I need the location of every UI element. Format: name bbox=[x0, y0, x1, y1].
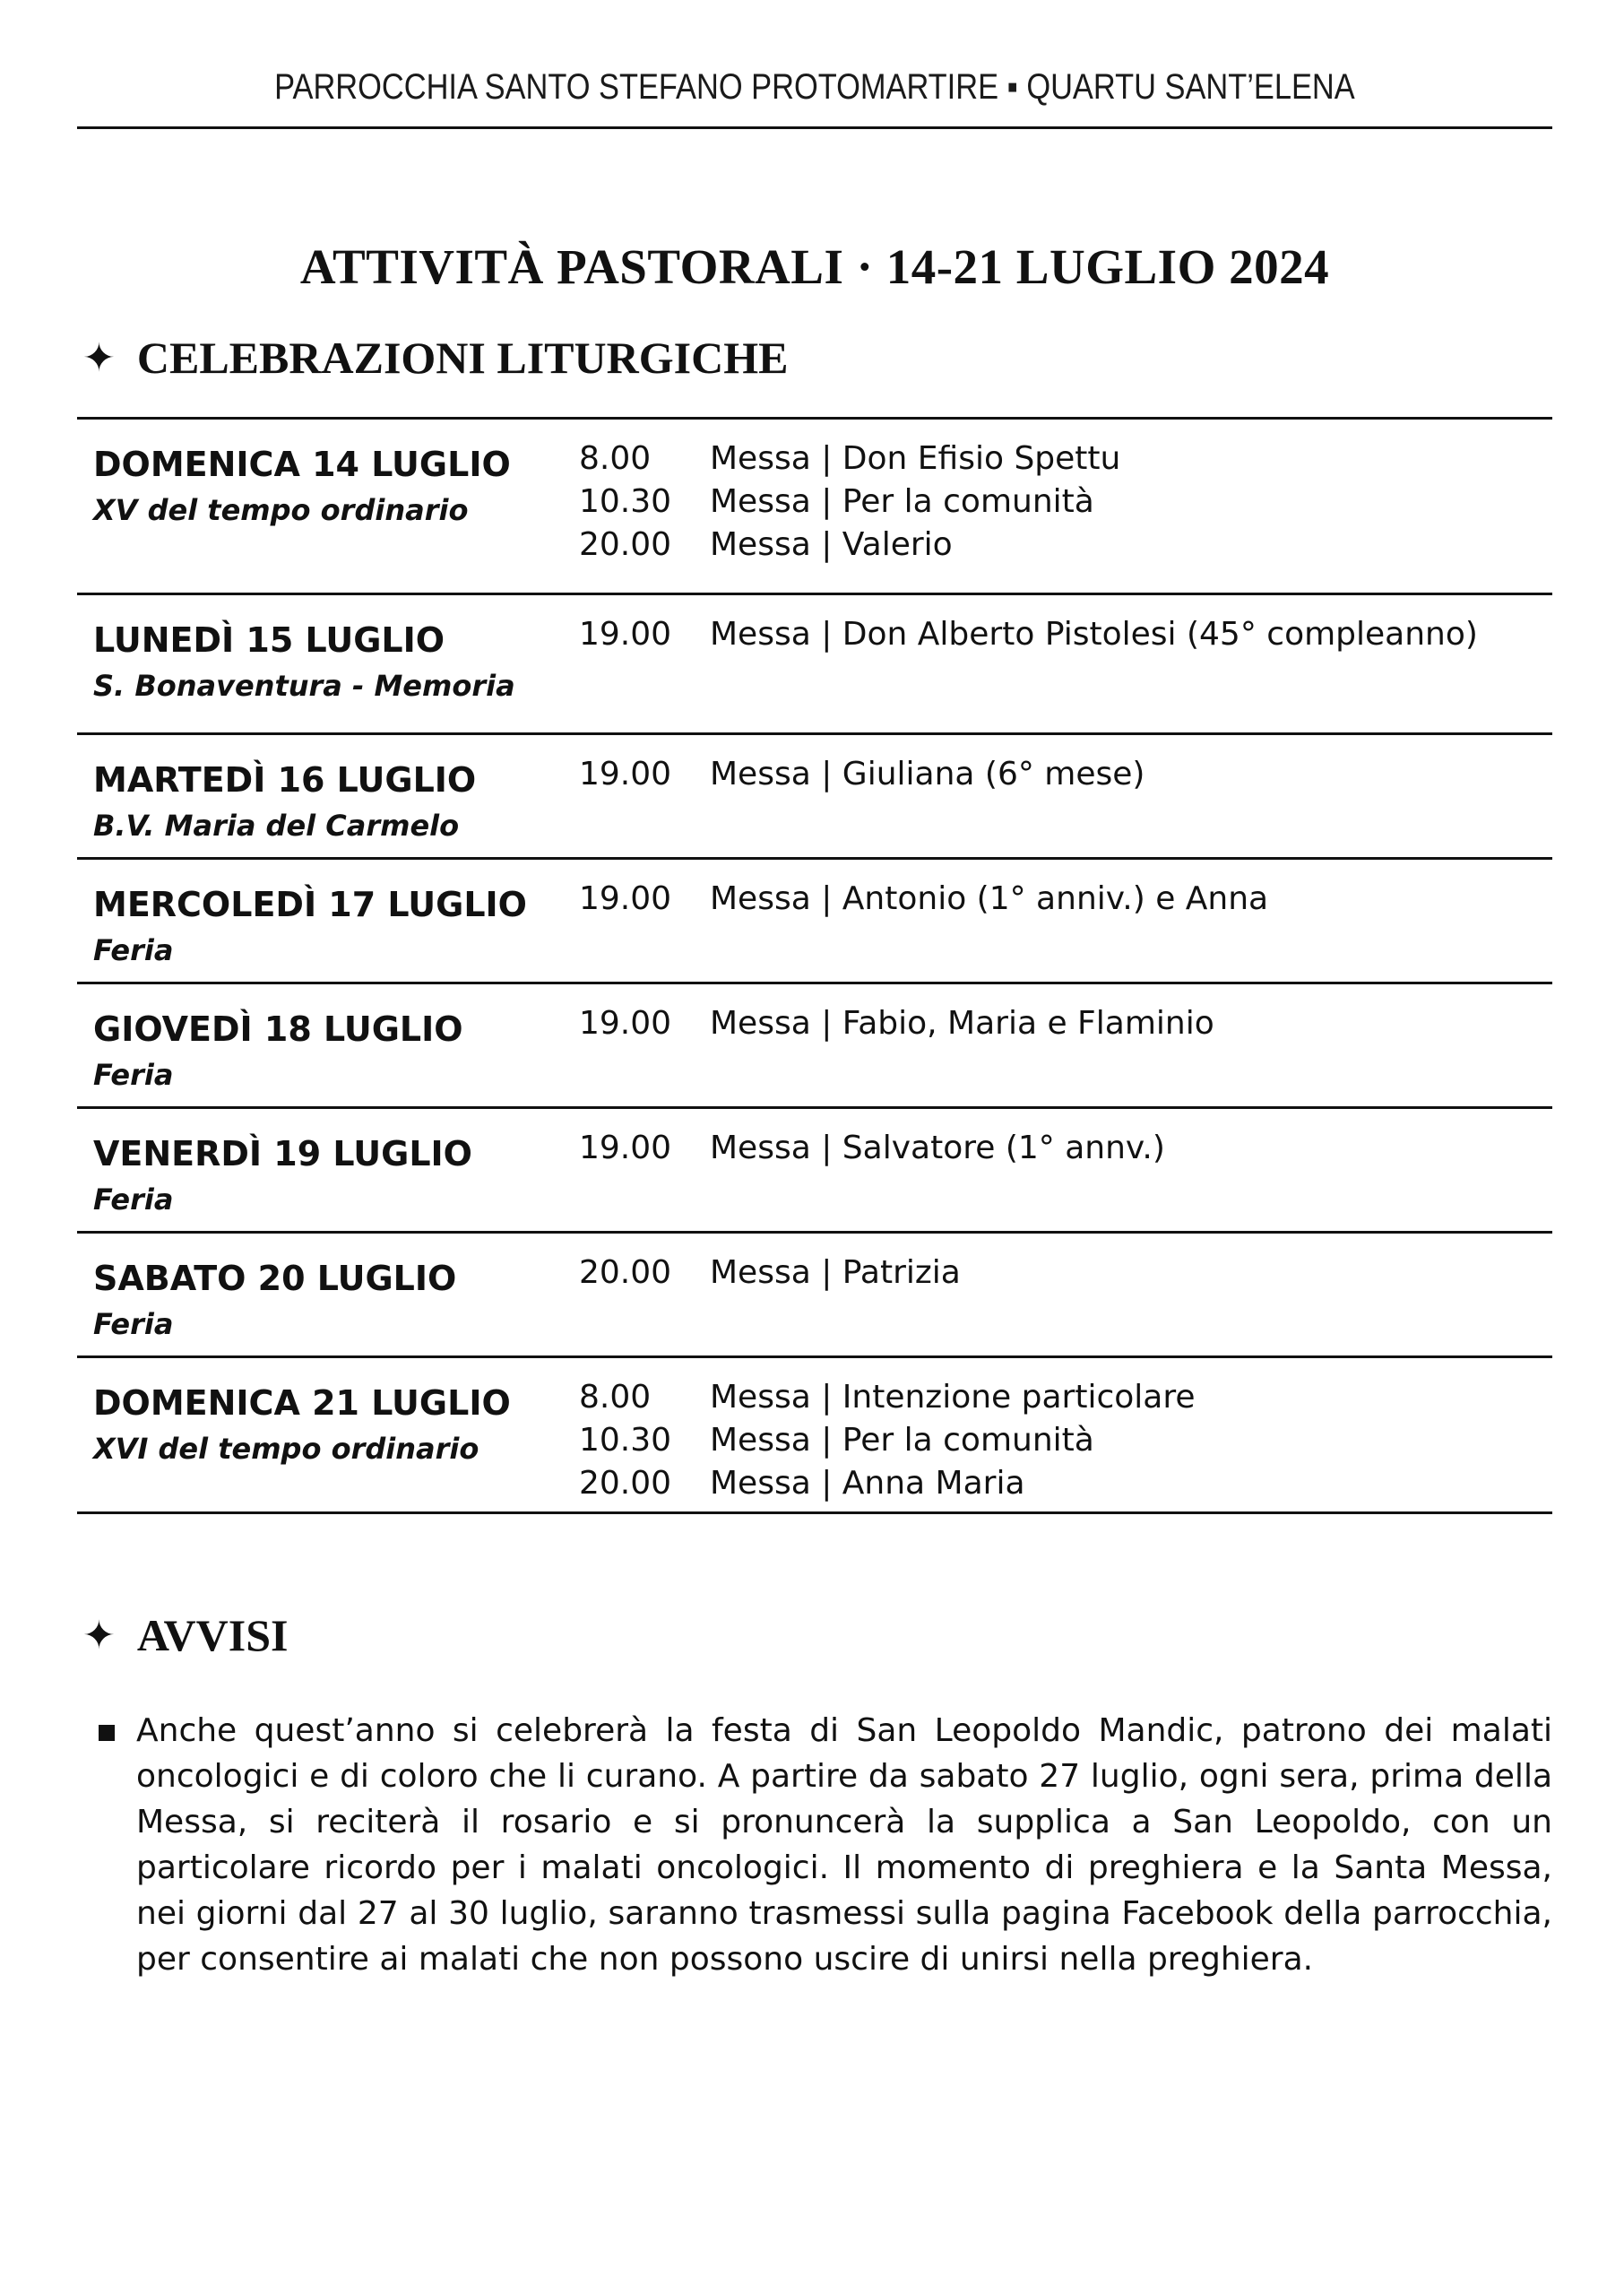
mass-time: 10.30 bbox=[579, 1422, 672, 1459]
notice-list bbox=[90, 1708, 1552, 1982]
mass-intention: Messa | Per la comunità bbox=[710, 1422, 1094, 1459]
mass-entry bbox=[579, 1002, 1214, 1045]
day-name: MARTEDÌ 16 LUGLIO bbox=[93, 760, 477, 800]
notice-text: Anche quest’anno si celebrerà la festa di San Leopoldo Mandic, patrono dei malati oncologici e di coloro che li curano. A partire da sabato 27 luglio, ogni sera, prima della Messa, si reciterà il rosario e si pronuncerà la supplica a San Leopoldo, con un particolare ricordo per i malati oncologici. Il momento di preghiera e la Santa Messa, nei giorni dal 27 al 30 luglio, saranno trasmessi sulla pagina Facebook della parrocchia, per consentire ai malati che non possono uscire di unirsi nella preghiera. bbox=[136, 1712, 1552, 1978]
mass-intention: Messa | Giuliana (6° mese) bbox=[710, 756, 1145, 792]
mass-intention: Messa | Anna Maria bbox=[710, 1465, 1025, 1502]
day-name: GIOVEDÌ 18 LUGLIO bbox=[93, 1009, 463, 1049]
mass-time: 20.00 bbox=[579, 1254, 672, 1291]
liturgical-day: Feria bbox=[93, 1058, 174, 1092]
day-info bbox=[77, 1358, 579, 1511]
mass-list bbox=[579, 1358, 1196, 1511]
day-row bbox=[77, 860, 1552, 984]
mass-time: 19.00 bbox=[579, 1130, 672, 1166]
section-title: CELEBRAZIONI LITURGICHE bbox=[136, 333, 789, 383]
mass-list bbox=[579, 1234, 961, 1355]
section-celebrazioni bbox=[82, 332, 788, 384]
day-row bbox=[77, 1109, 1552, 1234]
mass-entry bbox=[579, 1251, 961, 1295]
day-name: VENERDÌ 19 LUGLIO bbox=[93, 1134, 472, 1173]
day-row bbox=[77, 984, 1552, 1109]
mass-list bbox=[579, 1109, 1165, 1231]
day-name: SABATO 20 LUGLIO bbox=[93, 1259, 457, 1298]
section-title: AVVISI bbox=[136, 1610, 289, 1660]
liturgical-day: S. Bonaventura - Memoria bbox=[93, 669, 515, 703]
day-info bbox=[77, 860, 579, 982]
day-info bbox=[77, 1234, 579, 1355]
mass-time: 19.00 bbox=[579, 616, 672, 653]
day-name: DOMENICA 14 LUGLIO bbox=[93, 445, 511, 484]
mass-intention: Messa | Don Alberto Pistolesi (45° compleanno) bbox=[710, 616, 1478, 653]
liturgical-day: Feria bbox=[93, 1307, 174, 1341]
day-row bbox=[77, 420, 1552, 595]
mass-time: 19.00 bbox=[579, 756, 672, 792]
mass-time: 10.30 bbox=[579, 483, 672, 520]
mass-intention: Messa | Per la comunità bbox=[710, 483, 1094, 520]
star-icon: ✦ bbox=[82, 1612, 116, 1658]
day-name: DOMENICA 21 LUGLIO bbox=[93, 1383, 511, 1423]
mass-time: 19.00 bbox=[579, 1005, 672, 1042]
liturgical-day: XVI del tempo ordinario bbox=[93, 1432, 479, 1466]
mass-entry bbox=[579, 1376, 1196, 1419]
mass-intention: Messa | Don Efisio Spettu bbox=[710, 440, 1121, 477]
schedule-table bbox=[77, 417, 1552, 1514]
day-name: LUNEDÌ 15 LUGLIO bbox=[93, 620, 445, 660]
star-icon: ✦ bbox=[82, 334, 116, 381]
mass-intention: Messa | Valerio bbox=[710, 526, 953, 563]
day-row bbox=[77, 735, 1552, 860]
mass-entry bbox=[579, 524, 1120, 567]
mass-time: 8.00 bbox=[579, 440, 652, 477]
day-row bbox=[77, 1358, 1552, 1514]
mass-entry bbox=[579, 753, 1145, 796]
mass-entry bbox=[579, 1462, 1196, 1505]
mass-list bbox=[579, 420, 1120, 593]
day-info bbox=[77, 420, 579, 593]
day-info bbox=[77, 984, 579, 1106]
mass-intention: Messa | Fabio, Maria e Flaminio bbox=[710, 1005, 1214, 1042]
liturgical-day: B.V. Maria del Carmelo bbox=[93, 809, 460, 843]
mass-intention: Messa | Antonio (1° anniv.) e Anna bbox=[710, 880, 1269, 917]
mass-entry bbox=[579, 437, 1120, 481]
day-info bbox=[77, 735, 579, 857]
mass-intention: Messa | Salvatore (1° annv.) bbox=[710, 1130, 1165, 1166]
document-title: ATTIVITÀ PASTORALI · 14-21 LUGLIO 2024 bbox=[299, 239, 1330, 294]
mass-entry bbox=[579, 613, 1478, 656]
mass-entry bbox=[579, 878, 1268, 921]
mass-time: 19.00 bbox=[579, 880, 672, 917]
mass-time: 20.00 bbox=[579, 526, 672, 563]
mass-list bbox=[579, 595, 1478, 732]
mass-list bbox=[579, 984, 1214, 1106]
mass-time: 8.00 bbox=[579, 1379, 652, 1416]
parish-name: PARROCCHIA SANTO STEFANO PROTOMARTIRE ▪ QUARTU SANT’ELENA bbox=[274, 67, 1355, 107]
day-row bbox=[77, 595, 1552, 735]
mass-entry bbox=[579, 1127, 1165, 1170]
mass-time: 20.00 bbox=[579, 1465, 672, 1502]
day-name: MERCOLEDÌ 17 LUGLIO bbox=[93, 885, 527, 924]
liturgical-day: XV del tempo ordinario bbox=[93, 493, 469, 527]
square-bullet-icon bbox=[90, 1708, 134, 1982]
day-row bbox=[77, 1234, 1552, 1358]
mass-intention: Messa | Patrizia bbox=[710, 1254, 961, 1291]
notice-item bbox=[90, 1708, 1552, 1982]
day-info bbox=[77, 1109, 579, 1231]
mass-intention: Messa | Intenzione particolare bbox=[710, 1379, 1196, 1416]
mass-entry bbox=[579, 1419, 1196, 1462]
liturgical-day: Feria bbox=[93, 1182, 174, 1217]
section-avvisi bbox=[82, 1609, 288, 1661]
mass-list bbox=[579, 735, 1145, 857]
mass-entry bbox=[579, 481, 1120, 524]
page-header bbox=[77, 56, 1552, 129]
liturgical-day: Feria bbox=[93, 933, 174, 967]
mass-list bbox=[579, 860, 1268, 982]
day-info bbox=[77, 595, 579, 732]
